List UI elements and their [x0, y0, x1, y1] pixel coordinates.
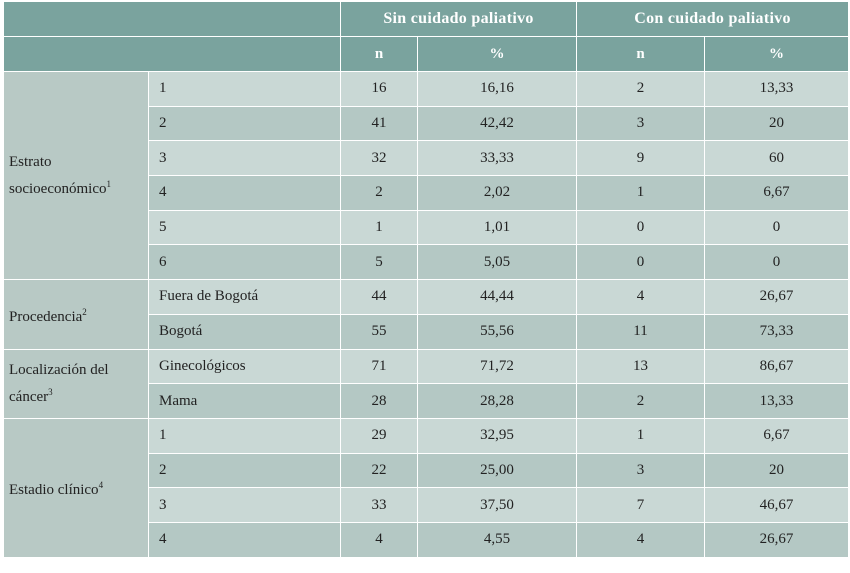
pct-sin-cell: 5,05	[418, 245, 577, 280]
pct-sin-cell: 33,33	[418, 141, 577, 176]
n-sin-cell: 16	[341, 72, 418, 107]
footnote-marker: 1	[106, 179, 111, 190]
table-row	[4, 349, 849, 384]
category-cell: 2	[149, 106, 341, 141]
pct-con-cell: 20	[705, 106, 849, 141]
table-row	[4, 72, 849, 107]
pct-con-cell: 26,67	[705, 522, 849, 557]
category-cell: Fuera de Bogotá	[149, 280, 341, 315]
pct-sin-cell: 28,28	[418, 384, 577, 419]
header-n-sin: n	[341, 37, 418, 72]
pct-sin-cell: 4,55	[418, 522, 577, 557]
pct-con-cell: 0	[705, 210, 849, 245]
pct-sin-cell: 71,72	[418, 349, 577, 384]
n-con-cell: 3	[577, 453, 705, 488]
header-pct-sin: %	[418, 37, 577, 72]
pct-con-cell: 0	[705, 245, 849, 280]
n-con-cell: 9	[577, 141, 705, 176]
category-cell: 1	[149, 418, 341, 453]
n-con-cell: 4	[577, 280, 705, 315]
group-label-text: Estrato socioeconómico	[9, 154, 107, 198]
n-sin-cell: 5	[341, 245, 418, 280]
header-row-groups	[4, 2, 849, 37]
n-sin-cell: 4	[341, 522, 418, 557]
pct-sin-cell: 16,16	[418, 72, 577, 107]
footnote-marker: 3	[48, 387, 53, 398]
n-con-cell: 1	[577, 176, 705, 211]
n-con-cell: 3	[577, 106, 705, 141]
header-con-cuidado: Con cuidado paliativo	[577, 2, 849, 37]
category-cell: 4	[149, 522, 341, 557]
header-pct-con: %	[705, 37, 849, 72]
table-row	[4, 418, 849, 453]
pct-sin-cell: 32,95	[418, 418, 577, 453]
pct-sin-cell: 55,56	[418, 314, 577, 349]
n-sin-cell: 28	[341, 384, 418, 419]
footnote-marker: 2	[82, 306, 87, 317]
category-cell: Bogotá	[149, 314, 341, 349]
n-sin-cell: 29	[341, 418, 418, 453]
pct-sin-cell: 1,01	[418, 210, 577, 245]
group-label-text: Localización del cáncer	[9, 362, 109, 406]
pct-con-cell: 13,33	[705, 72, 849, 107]
pct-sin-cell: 37,50	[418, 488, 577, 523]
pct-con-cell: 20	[705, 453, 849, 488]
category-cell: Mama	[149, 384, 341, 419]
group-label	[4, 349, 149, 418]
data-table	[3, 1, 849, 558]
pct-sin-cell: 25,00	[418, 453, 577, 488]
category-cell: 3	[149, 141, 341, 176]
header-corner-2	[4, 37, 341, 72]
pct-con-cell: 46,67	[705, 488, 849, 523]
n-sin-cell: 71	[341, 349, 418, 384]
group-label	[4, 72, 149, 280]
n-sin-cell: 55	[341, 314, 418, 349]
pct-con-cell: 73,33	[705, 314, 849, 349]
pct-con-cell: 26,67	[705, 280, 849, 315]
category-cell: 2	[149, 453, 341, 488]
n-con-cell: 11	[577, 314, 705, 349]
pct-con-cell: 86,67	[705, 349, 849, 384]
n-con-cell: 2	[577, 384, 705, 419]
n-con-cell: 13	[577, 349, 705, 384]
n-sin-cell: 2	[341, 176, 418, 211]
category-cell: 5	[149, 210, 341, 245]
pct-con-cell: 6,67	[705, 176, 849, 211]
n-con-cell: 2	[577, 72, 705, 107]
n-sin-cell: 32	[341, 141, 418, 176]
pct-con-cell: 60	[705, 141, 849, 176]
n-con-cell: 0	[577, 210, 705, 245]
table-row	[4, 280, 849, 315]
category-cell: 1	[149, 72, 341, 107]
header-n-con: n	[577, 37, 705, 72]
category-cell: Ginecológicos	[149, 349, 341, 384]
n-con-cell: 1	[577, 418, 705, 453]
n-con-cell: 0	[577, 245, 705, 280]
n-con-cell: 4	[577, 522, 705, 557]
header-corner	[4, 2, 341, 37]
table-body	[4, 72, 849, 558]
group-label	[4, 418, 149, 557]
group-label-text: Procedencia	[9, 308, 83, 325]
footnote-marker: 4	[98, 480, 104, 491]
category-cell: 6	[149, 245, 341, 280]
pct-sin-cell: 42,42	[418, 106, 577, 141]
category-cell: 3	[149, 488, 341, 523]
group-label-text: Estadio clínico	[9, 482, 99, 499]
n-sin-cell: 41	[341, 106, 418, 141]
n-sin-cell: 33	[341, 488, 418, 523]
header-row-columns	[4, 37, 849, 72]
pct-sin-cell: 2,02	[418, 176, 577, 211]
pct-con-cell: 13,33	[705, 384, 849, 419]
n-sin-cell: 1	[341, 210, 418, 245]
n-sin-cell: 22	[341, 453, 418, 488]
n-con-cell: 7	[577, 488, 705, 523]
category-cell: 4	[149, 176, 341, 211]
pct-sin-cell: 44,44	[418, 280, 577, 315]
group-label	[4, 280, 149, 349]
n-sin-cell: 44	[341, 280, 418, 315]
pct-con-cell: 6,67	[705, 418, 849, 453]
header-sin-cuidado: Sin cuidado paliativo	[341, 2, 577, 37]
